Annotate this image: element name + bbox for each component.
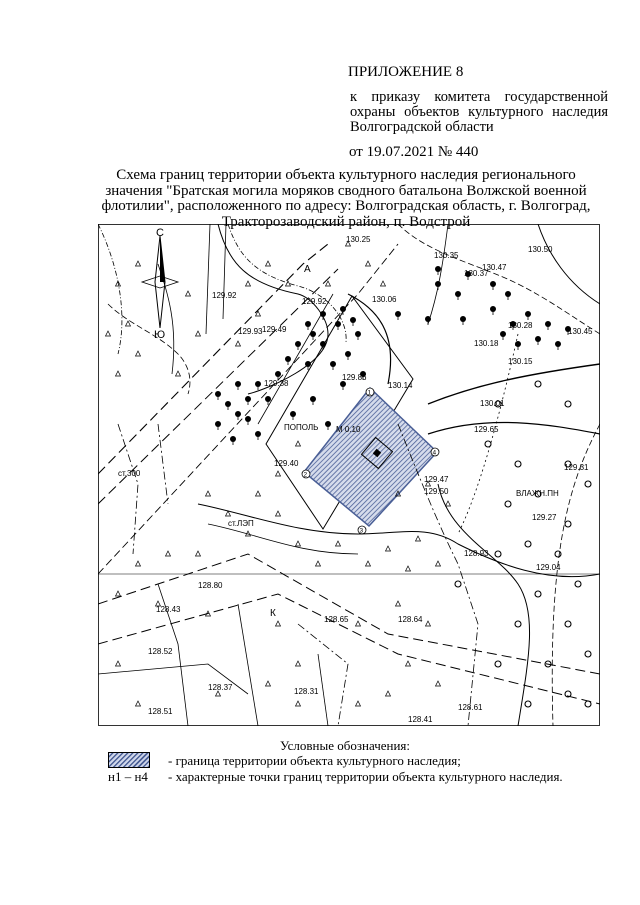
boundary-legend-swatch [108,752,150,768]
order-line-3: Волгоградской области [350,119,494,135]
title-line-1: Схема границ территории объекта культурного наследия регионального [116,167,576,183]
elevation-label: 128.64 [398,615,423,624]
elevation-label: 128.31 [294,687,319,696]
map-label: ст.300 [118,469,141,478]
elevation-label: 129.86 [342,373,367,382]
title-line-3: флотилии", расположенного по адресу: Волгоградская область, г. Волгоград, [101,198,591,214]
road-line [98,244,328,474]
protected-zone [304,388,437,526]
point-1: 1 [367,389,372,397]
elevation-label: 128.61 [458,703,483,712]
elevation-label: 130.37 [464,269,489,278]
document-title [88,168,604,230]
point-2: 2 [303,471,308,479]
elevation-label: 129.50 [424,487,449,496]
compass-north: С [156,227,164,239]
appendix-heading: ПРИЛОЖЕНИЕ 8 [348,64,464,80]
elevation-label: 129.49 [262,325,287,334]
elevation-label: 130.15 [508,357,533,366]
order-reference [350,90,608,135]
map-label: ст.ЛЭП [228,519,254,528]
compass-south: Ю [154,329,166,341]
order-date: от 19.07.2021 № 440 [349,144,479,160]
map-label: К [270,608,276,619]
order-line-2: охраны объектов культурного наследия [350,104,608,120]
title-line-2: значения "Братская могила моряков сводного батальона Волжской военной [105,182,587,199]
elevation-label: 130.01 [480,399,505,408]
legend-points-code: н1 – н4 [108,769,148,784]
order-line-1: к приказу комитета государственной [350,89,608,105]
elevation-label: 128.43 [156,605,181,614]
elevation-label: 128.41 [408,715,433,724]
elevation-label: 128.65 [324,615,349,624]
point-3: 3 [359,527,364,535]
elevation-label: 129.65 [474,425,499,434]
elevation-label: 130.28 [508,321,533,330]
legend-boundary-text: - граница территории объекта культурного наследия; [168,753,461,768]
elevation-label: 129.93 [238,327,263,336]
map-label: А [304,264,311,275]
map-label: ВЛАЖН.ПН [516,489,559,498]
elevation-label: 129.92 [212,291,237,300]
elevation-label: 129.27 [532,513,557,522]
contour-line [218,224,328,394]
site-plan-map [98,224,600,726]
elevation-label: 130.14 [388,381,413,390]
elevation-label: 129.47 [424,475,449,484]
elevation-label: 128.52 [148,647,173,656]
elevation-label: 130.50 [528,245,553,254]
elevation-label: 128.51 [148,707,173,716]
elevation-label: 128.37 [208,683,233,692]
elevation-label: 129.31 [564,463,589,472]
elevation-label: 129.40 [274,459,299,468]
elevation-label: 130.06 [372,295,397,304]
map-label: ПОПОЛЬ [284,423,319,432]
elevation-label: 128.80 [198,581,223,590]
title-line-4: Тракторозаводский район, п. Водстрой [221,213,471,230]
elevation-label: 129.38 [264,379,289,388]
elevation-label: 129.92 [302,297,327,306]
legend-title: Условные обозначения: [280,738,411,753]
elevation-label: 130.35 [434,251,459,260]
elevation-label: 130.25 [346,235,371,244]
legend-points-text: - характерные точки границ территории объекта культурного наследия. [168,769,563,784]
elevation-label: 130.18 [474,339,499,348]
elevation-label: 128.93 [464,549,489,558]
elevation-label: 130.45 [568,327,593,336]
point-4: 4 [432,449,437,457]
map-label: М 0.10 [336,425,361,434]
elevation-label: 130.47 [482,263,507,272]
elevation-label: 129.04 [536,563,561,572]
